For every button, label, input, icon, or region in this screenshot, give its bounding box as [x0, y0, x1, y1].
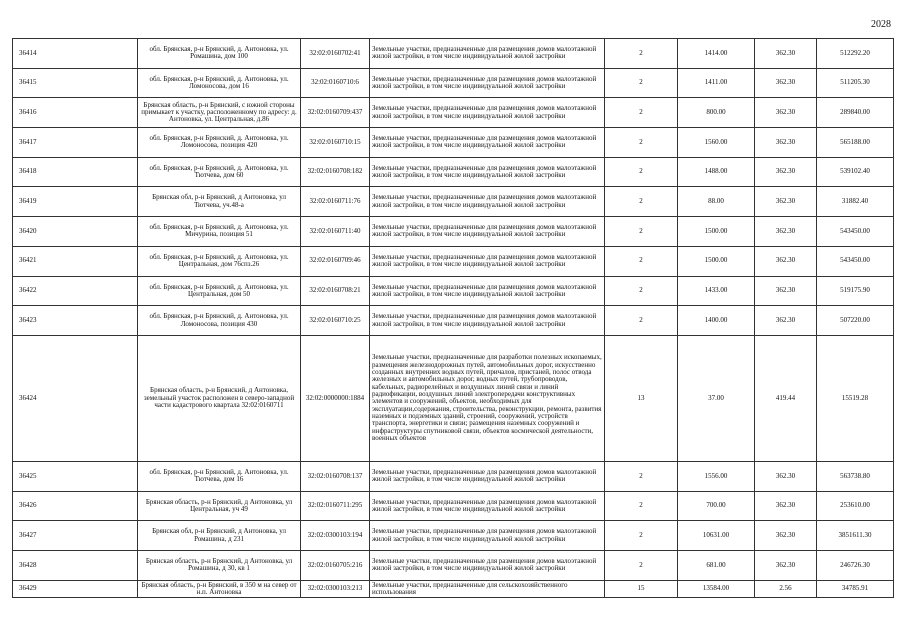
- area-cell: 700.00: [678, 491, 755, 521]
- land-use-cell: Земельные участки, предназначенные для размещения домов малоэтажной жилой застройки, в том числе индивидуальной жилой застройки: [370, 157, 605, 187]
- row-id-cell: 36414: [13, 39, 138, 69]
- table-row: [13, 68, 894, 98]
- row-id-cell: 36420: [13, 217, 138, 247]
- table-row: [13, 157, 894, 187]
- cadastral-value-cell: 519175.90: [817, 276, 894, 306]
- cadastral-value-table: [12, 38, 894, 598]
- cadastral-value-cell: 289840.00: [817, 98, 894, 128]
- land-use-cell: Земельные участки, предназначенные для разработки полезных ископаемых, размещения железнодорожных путей, автомобильных дорог, искусственно созданных внутренних водных путей, причалов, пристаней, полос отвода железных и автомобильных дорог, водных путей, трубопроводов, кабельных, радиорелейных и воздушных линий связи и линий радиофикации, воздушных линий электропередачи конструктивных элементов и сооружений, объектов, необходимых для эксплуатации,содержания, строительства, реконструкции, ремонта, развития наземных и подземных зданий, строений, сооружений, устройств транспорта, энергетики и связи; размещения наземных сооружений и инфраструктуры спутниковой связи, объектов космической деятельности, военных объектов: [370, 335, 605, 461]
- area-cell: 1411.00: [678, 68, 755, 98]
- specific-value-cell: 362.30: [755, 98, 817, 128]
- group-cell: 2: [605, 461, 678, 491]
- table-row: [13, 39, 894, 69]
- specific-value-cell: 362.30: [755, 246, 817, 276]
- group-cell: 2: [605, 521, 678, 551]
- address-cell: Брянская область, р-н Брянский, д Антоновка, ул Ромашина, д 30, кв 1: [138, 550, 301, 580]
- address-cell: обл. Брянская, р-н Брянский, д. Антоновка, ул. Ломоносова, позиция 420: [138, 128, 301, 158]
- group-cell: 2: [605, 550, 678, 580]
- row-id-cell: 36416: [13, 98, 138, 128]
- cadastral-number-cell: 32:02:0160711:76: [301, 187, 370, 217]
- row-id-cell: 36418: [13, 157, 138, 187]
- specific-value-cell: 362.30: [755, 128, 817, 158]
- address-cell: обл. Брянская, р-н Брянский, д. Антоновка, ул. Центральная, дом 76спз.26: [138, 246, 301, 276]
- table-row: [13, 128, 894, 158]
- row-id-cell: 36423: [13, 306, 138, 336]
- specific-value-cell: 362.30: [755, 521, 817, 551]
- row-id-cell: 36417: [13, 128, 138, 158]
- group-cell: 2: [605, 157, 678, 187]
- group-cell: 2: [605, 68, 678, 98]
- table-row: [13, 217, 894, 247]
- row-id-cell: 36424: [13, 335, 138, 461]
- row-id-cell: 36428: [13, 550, 138, 580]
- specific-value-cell: 419.44: [755, 335, 817, 461]
- cadastral-number-cell: 32:02:0160709:437: [301, 98, 370, 128]
- land-use-cell: Земельные участки, предназначенные для размещения домов малоэтажной жилой застройки, в том числе индивидуальной жилой застройки: [370, 128, 605, 158]
- cadastral-value-cell: 3851611.30: [817, 521, 894, 551]
- land-use-cell: Земельные участки, предназначенные для размещения домов малоэтажной жилой застройки, в том числе индивидуальной жилой застройки: [370, 491, 605, 521]
- cadastral-value-cell: 34785.91: [817, 580, 894, 598]
- area-cell: 800.00: [678, 98, 755, 128]
- group-cell: 2: [605, 39, 678, 69]
- group-cell: 2: [605, 187, 678, 217]
- table-row: [13, 550, 894, 580]
- cadastral-value-cell: 565188.00: [817, 128, 894, 158]
- table-row: [13, 98, 894, 128]
- area-cell: 10631.00: [678, 521, 755, 551]
- row-id-cell: 36427: [13, 521, 138, 551]
- specific-value-cell: 362.30: [755, 157, 817, 187]
- row-id-cell: 36415: [13, 68, 138, 98]
- land-use-cell: Земельные участки, предназначенные для размещения домов малоэтажной жилой застройки, в том числе индивидуальной жилой застройки: [370, 461, 605, 491]
- cadastral-value-cell: 539102.40: [817, 157, 894, 187]
- table-row: [13, 276, 894, 306]
- table-row: [13, 521, 894, 551]
- cadastral-value-cell: 511205.30: [817, 68, 894, 98]
- table-row: [13, 306, 894, 336]
- cadastral-number-cell: 32:02:0160708:182: [301, 157, 370, 187]
- address-cell: Брянская область, р-н Брянский, д Антоновка, земельный участок расположен в северо-западной части кадастрового квартала 32:02:0160711: [138, 335, 301, 461]
- row-id-cell: 36421: [13, 246, 138, 276]
- specific-value-cell: 362.30: [755, 491, 817, 521]
- cadastral-number-cell: 32:02:0300103:213: [301, 580, 370, 598]
- cadastral-value-cell: 512292.20: [817, 39, 894, 69]
- land-use-cell: Земельные участки, предназначенные для размещения домов малоэтажной жилой застройки, в том числе индивидуальной жилой застройки: [370, 550, 605, 580]
- cadastral-number-cell: 32:02:0160710:15: [301, 128, 370, 158]
- table-row: [13, 580, 894, 598]
- address-cell: Брянская обл, р-н Брянский, д Антоновка, ул Ромашина, д 231: [138, 521, 301, 551]
- specific-value-cell: 362.30: [755, 550, 817, 580]
- area-cell: 1433.00: [678, 276, 755, 306]
- group-cell: 2: [605, 246, 678, 276]
- cadastral-value-cell: 15519.28: [817, 335, 894, 461]
- land-use-cell: Земельные участки, предназначенные для размещения домов малоэтажной жилой застройки, в том числе индивидуальной жилой застройки: [370, 187, 605, 217]
- specific-value-cell: 2.56: [755, 580, 817, 598]
- address-cell: обл. Брянская, р-н Брянский, д. Антоновка, ул. Ломоносова, позиция 430: [138, 306, 301, 336]
- land-use-cell: Земельные участки, предназначенные для размещения домов малоэтажной жилой застройки, в том числе индивидуальной жилой застройки: [370, 276, 605, 306]
- group-cell: 13: [605, 335, 678, 461]
- group-cell: 2: [605, 128, 678, 158]
- land-use-cell: Земельные участки, предназначенные для сельскохозяйственного использования: [370, 580, 605, 598]
- land-use-cell: Земельные участки, предназначенные для размещения домов малоэтажной жилой застройки, в том числе индивидуальной жилой застройки: [370, 521, 605, 551]
- cadastral-number-cell: 32:02:0160702:41: [301, 39, 370, 69]
- specific-value-cell: 362.30: [755, 68, 817, 98]
- cadastral-number-cell: 32:02:0160710:25: [301, 306, 370, 336]
- area-cell: 1414.00: [678, 39, 755, 69]
- cadastral-number-cell: 32:02:0000000:1884: [301, 335, 370, 461]
- specific-value-cell: 362.30: [755, 39, 817, 69]
- area-cell: 1560.00: [678, 128, 755, 158]
- cadastral-value-cell: 246726.30: [817, 550, 894, 580]
- area-cell: 1500.00: [678, 246, 755, 276]
- specific-value-cell: 362.30: [755, 306, 817, 336]
- area-cell: 1488.00: [678, 157, 755, 187]
- address-cell: обл. Брянская, р-н Брянский, д. Антоновка, ул. Ломоносова, дом 16: [138, 68, 301, 98]
- table-row: [13, 335, 894, 461]
- cadastral-value-cell: 543450.00: [817, 217, 894, 247]
- cadastral-number-cell: 32:02:0160711:295: [301, 491, 370, 521]
- address-cell: Брянская область, р-н Брянский, д Антоновка, ул Центральная, уч 49: [138, 491, 301, 521]
- address-cell: обл. Брянская, р-н Брянский, д. Антоновка, ул. Тютчева, дом 60: [138, 157, 301, 187]
- specific-value-cell: 362.30: [755, 461, 817, 491]
- area-cell: 1400.00: [678, 306, 755, 336]
- area-cell: 1556.00: [678, 461, 755, 491]
- area-cell: 88.00: [678, 187, 755, 217]
- land-use-cell: Земельные участки, предназначенные для размещения домов малоэтажной жилой застройки, в том числе индивидуальной жилой застройки: [370, 39, 605, 69]
- address-cell: обл. Брянская, р-н Брянский, д. Антоновка, ул. Тютчева, дом 16: [138, 461, 301, 491]
- group-cell: 2: [605, 98, 678, 128]
- cadastral-value-cell: 253610.00: [817, 491, 894, 521]
- specific-value-cell: 362.30: [755, 276, 817, 306]
- area-cell: 1500.00: [678, 217, 755, 247]
- address-cell: Брянская область, р-н Брянский, в 350 м на север от н.п. Антоновка: [138, 580, 301, 598]
- cadastral-number-cell: 32:02:0160710:6: [301, 68, 370, 98]
- page-number: 2028: [871, 19, 891, 30]
- address-cell: Брянская область, р-н Брянский, с южной стороны примыкает к участку, расположенному по адресу: д. Антоновка, ул. Центральная, д.86: [138, 98, 301, 128]
- land-use-cell: Земельные участки, предназначенные для размещения домов малоэтажной жилой застройки, в том числе индивидуальной жилой застройки: [370, 98, 605, 128]
- table-row: [13, 491, 894, 521]
- specific-value-cell: 362.30: [755, 187, 817, 217]
- area-cell: 13584.00: [678, 580, 755, 598]
- row-id-cell: 36425: [13, 461, 138, 491]
- address-cell: обл. Брянская, р-н Брянский, д. Антоновка, ул. Мичурина, позиция 51: [138, 217, 301, 247]
- row-id-cell: 36426: [13, 491, 138, 521]
- area-cell: 681.00: [678, 550, 755, 580]
- cadastral-number-cell: 32:02:0160708:137: [301, 461, 370, 491]
- area-cell: 37.00: [678, 335, 755, 461]
- address-cell: обл. Брянская, р-н Брянский, д. Антоновка, ул. Центральная, дом 50: [138, 276, 301, 306]
- specific-value-cell: 362.30: [755, 217, 817, 247]
- cadastral-value-cell: 563738.80: [817, 461, 894, 491]
- table-row: [13, 246, 894, 276]
- group-cell: 2: [605, 306, 678, 336]
- cadastral-number-cell: 32:02:0300103:194: [301, 521, 370, 551]
- table-row: [13, 187, 894, 217]
- address-cell: обл. Брянская, р-н Брянский, д. Антоновка, ул. Ромашина, дом 100: [138, 39, 301, 69]
- cadastral-value-cell: 31882.40: [817, 187, 894, 217]
- row-id-cell: 36419: [13, 187, 138, 217]
- table-row: [13, 461, 894, 491]
- group-cell: 2: [605, 217, 678, 247]
- cadastral-number-cell: 32:02:0160708:21: [301, 276, 370, 306]
- cadastral-value-cell: 507220.00: [817, 306, 894, 336]
- land-use-cell: Земельные участки, предназначенные для размещения домов малоэтажной жилой застройки, в том числе индивидуальной жилой застройки: [370, 217, 605, 247]
- address-cell: Брянская обл, р-н Брянский, д Антоновка, ул Тютчева, уч.48-а: [138, 187, 301, 217]
- cadastral-number-cell: 32:02:0160711:40: [301, 217, 370, 247]
- group-cell: 2: [605, 491, 678, 521]
- row-id-cell: 36422: [13, 276, 138, 306]
- land-use-cell: Земельные участки, предназначенные для размещения домов малоэтажной жилой застройки, в том числе индивидуальной жилой застройки: [370, 306, 605, 336]
- land-use-cell: Земельные участки, предназначенные для размещения домов малоэтажной жилой застройки, в том числе индивидуальной жилой застройки: [370, 68, 605, 98]
- group-cell: 15: [605, 580, 678, 598]
- group-cell: 2: [605, 276, 678, 306]
- land-use-cell: Земельные участки, предназначенные для размещения домов малоэтажной жилой застройки, в том числе индивидуальной жилой застройки: [370, 246, 605, 276]
- row-id-cell: 36429: [13, 580, 138, 598]
- cadastral-number-cell: 32:02:0160705:216: [301, 550, 370, 580]
- cadastral-number-cell: 32:02:0160709:46: [301, 246, 370, 276]
- cadastral-value-cell: 543450.00: [817, 246, 894, 276]
